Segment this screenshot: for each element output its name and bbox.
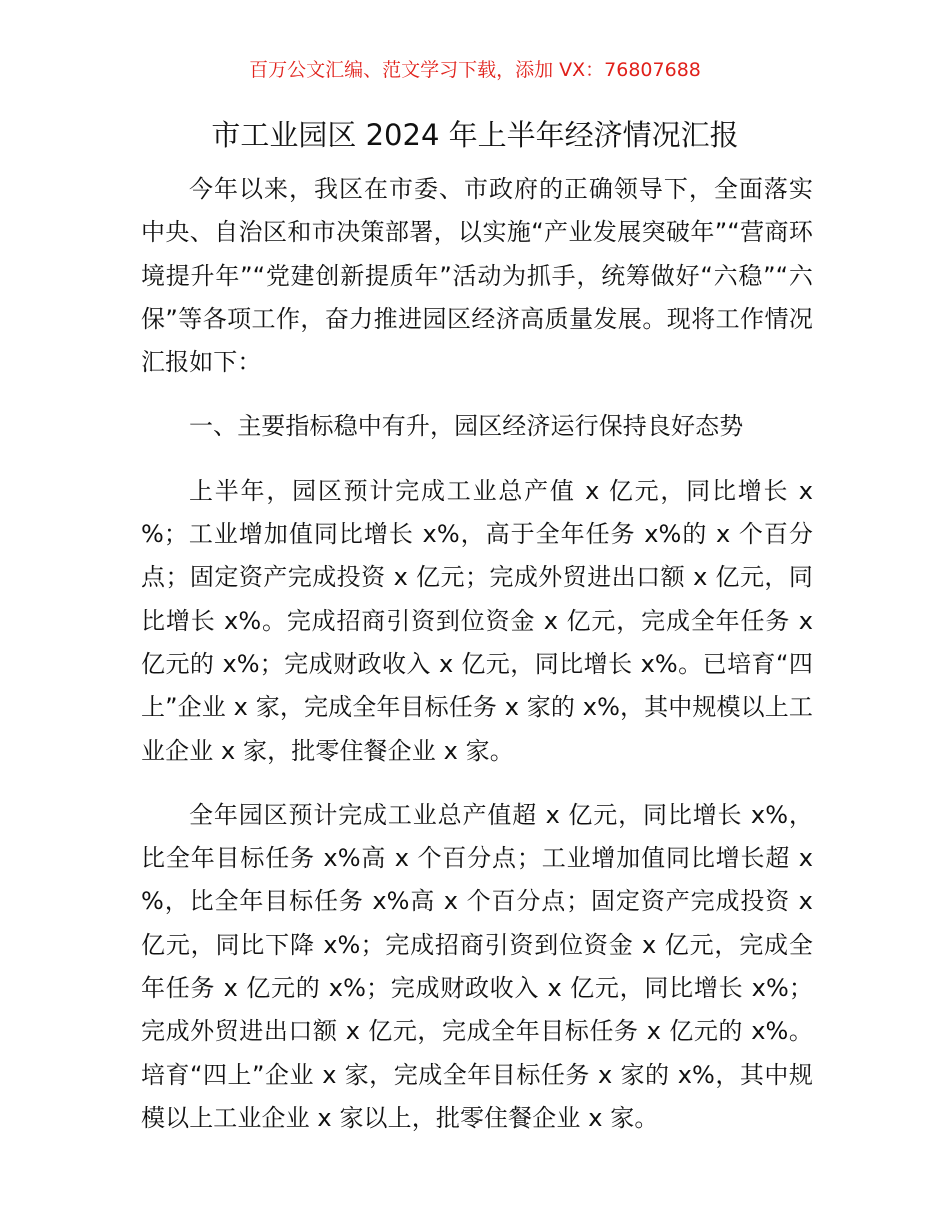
document-body: [141, 168, 813, 1161]
full-year-forecast-paragraph: 全年园区预计完成工业总产值超 x 亿元，同比增长 x%，比全年目标任务 x%高 x 个百分点；工业增加值同比增长超 x %，比全年目标任务 x%高 x 个百分点；固定资产完成投资 x 亿元，同比下降 x%；完成招商引资到位资金 x 亿元，完成全年任务 x 亿元的 x%；完成财政收入 x 亿元，同比增长 x%；完成外贸进出口额 x 亿元，完成全年目标任务 x 亿元的 x%。培育“四上”企业 x 家，完成全年目标任务 x 家的 x%，其中规模以上工业企业 x 家以上，批零住餐企业 x 家。: [141, 800, 813, 1132]
header-promo-note: 百万公文汇编、范文学习下载，添加 VX：76807688: [249, 59, 701, 81]
section-heading-1: 一、主要指标稳中有升，园区经济运行保持良好态势: [189, 412, 744, 441]
intro-paragraph: 今年以来，我区在市委、市政府的正确领导下，全面落实中央、自治区和市决策部署，以实施“产业发展突破年”“营商环境提升年”“党建创新提质年”活动为抓手，统筹做好“六稳”“六保”等各项工作，奋力推进园区经济高质量发展。现将工作情况汇报如下：: [141, 175, 813, 377]
first-half-indicators-paragraph: 上半年，园区预计完成工业总产值 x 亿元，同比增长 x %；工业增加值同比增长 x%，高于全年任务 x%的 x 个百分点；固定资产完成投资 x 亿元；完成外贸进出口额 x 亿元，同比增长 x%。完成招商引资到位资金 x 亿元，完成全年任务 x 亿元的 x%；完成财政收入 x 亿元，同比增长 x%。已培育“四上”企业 x 家，完成全年目标任务 x 家的 x%，其中规模以上工业企业 x 家，批零住餐企业 x 家。: [141, 476, 813, 765]
document-title: 市工业园区 2024 年上半年经济情况汇报: [211, 118, 739, 152]
